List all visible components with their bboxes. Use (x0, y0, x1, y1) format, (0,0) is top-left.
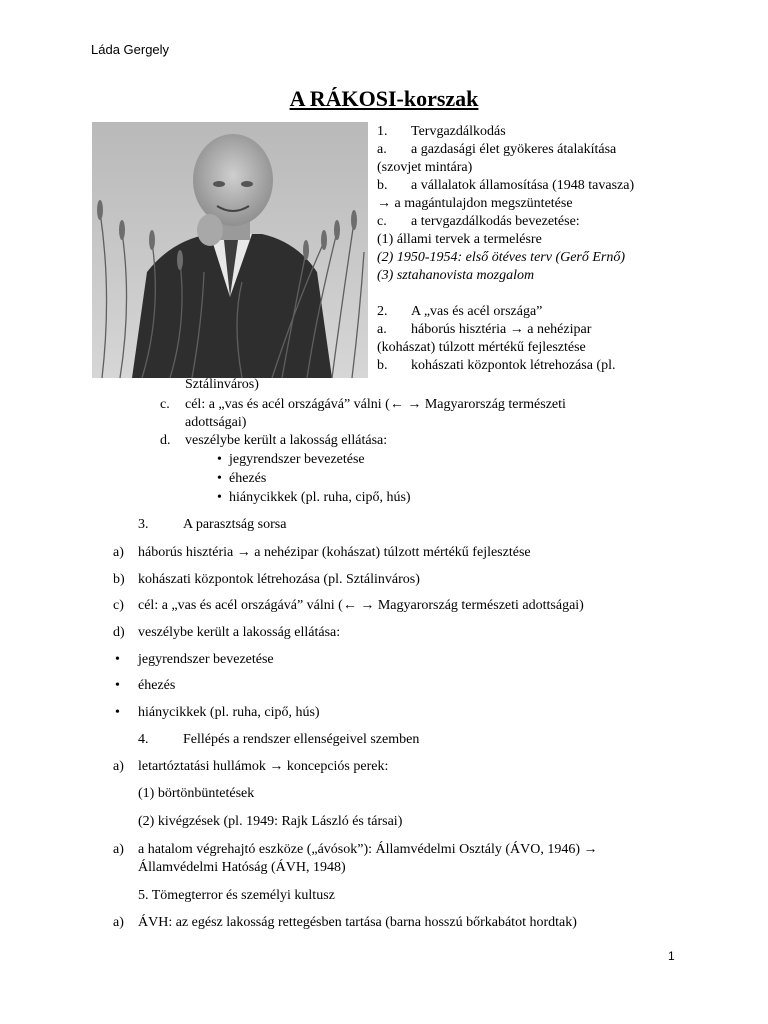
list-marker: b. (377, 358, 388, 373)
list-item: Tervgazdálkodás (411, 124, 506, 139)
bullet-icon: • (115, 705, 120, 720)
list-item: éhezés (229, 471, 267, 486)
section-heading: A „vas és acél országa” (411, 304, 543, 319)
list-item: (kohászat) túlzott mértékű fejlesztése (377, 340, 586, 355)
list-item: a tervgazdálkodás bevezetése: (411, 214, 580, 229)
list-item: adottságai) (185, 415, 247, 430)
list-item: veszélybe került a lakosság ellátása: (138, 625, 341, 640)
list-item: jegyrendszer bevezetése (138, 652, 274, 667)
bullet-icon: • (217, 490, 222, 505)
portrait-photo-icon (92, 122, 368, 378)
list-marker: a) (113, 545, 124, 560)
bullet-icon: • (115, 678, 120, 693)
page-title: A RÁKOSI-korszak (289, 86, 479, 111)
list-marker: 2. (377, 304, 388, 319)
section-number: 4. (138, 732, 149, 747)
list-item: hiánycikkek (pl. ruha, cipő, hús) (138, 705, 320, 720)
list-item: Államvédelmi Hatóság (ÁVH, 1948) (138, 860, 346, 875)
list-item: ÁVH: az egész lakosság rettegésben tartása (barna hosszú bőrkabátot hordtak) (138, 915, 577, 930)
author-header: Láda Gergely (91, 42, 170, 57)
page-number: 1 (668, 949, 675, 963)
section-number: 3. (138, 517, 149, 532)
section-heading: Fellépés a rendszer ellenségeivel szemben (183, 732, 420, 747)
list-marker: c) (113, 598, 124, 613)
list-marker: a) (113, 915, 124, 930)
portrait-photo-svg (92, 122, 368, 378)
list-item: hiánycikkek (pl. ruha, cipő, hús) (229, 490, 411, 505)
list-item: (2) 1950-1954: első ötéves terv (Gerő Ernő) (377, 250, 626, 265)
section-heading: A parasztság sorsa (183, 517, 287, 532)
list-item: cél: a „vas és acél országává” válni (← → Magyarország természeti adottságai) (138, 598, 584, 613)
list-item: (2) kivégzések (pl. 1949: Rajk László és társai) (138, 814, 403, 829)
list-marker: a. (377, 142, 387, 157)
list-item: kohászati központok létrehozása (pl. (411, 358, 616, 373)
list-item: a hatalom végrehajtó eszköze („ávósok”): Államvédelmi Osztály (ÁVO, 1946) → (138, 842, 598, 857)
list-item: háborús hisztéria → a nehézipar (411, 322, 592, 337)
list-item: (1) börtönbüntetések (138, 786, 255, 801)
list-marker: d. (160, 433, 171, 448)
list-item: Sztálinváros) (185, 377, 259, 392)
bullet-icon: • (217, 452, 222, 467)
list-item: veszélybe került a lakosság ellátása: (185, 433, 388, 448)
list-item: (1) állami tervek a termelésre (377, 232, 542, 247)
list-item: háborús hisztéria → a nehézipar (kohászat) túlzott mértékű fejlesztése (138, 545, 531, 560)
list-item: éhezés (138, 678, 176, 693)
list-marker: a. (377, 322, 387, 337)
list-item: → a magántulajdon megszüntetése (377, 196, 573, 211)
list-marker: d) (113, 625, 125, 640)
section-heading: 5. Tömegterror és személyi kultusz (138, 888, 335, 903)
list-item: jegyrendszer bevezetése (229, 452, 365, 467)
list-item: cél: a „vas és acél országává” válni (← → Magyarország természeti (185, 397, 566, 412)
list-item: a vállalatok államosítása (1948 tavasza) (411, 178, 635, 193)
bullet-icon: • (217, 471, 222, 486)
bullet-icon: • (115, 652, 120, 667)
list-marker: b) (113, 572, 125, 587)
list-marker: a) (113, 842, 124, 857)
list-item: (3) sztahanovista mozgalom (377, 268, 535, 283)
list-item: (szovjet mintára) (377, 160, 473, 175)
list-marker: c. (160, 397, 170, 412)
list-marker: a) (113, 759, 124, 774)
list-marker: 1. (377, 124, 388, 139)
list-item: kohászati központok létrehozása (pl. Sztálinváros) (138, 572, 420, 587)
list-marker: c. (377, 214, 387, 229)
list-marker: b. (377, 178, 388, 193)
list-item: a gazdasági élet gyökeres átalakítása (411, 142, 617, 157)
list-item: letartóztatási hullámok → koncepciós perek: (138, 759, 389, 774)
